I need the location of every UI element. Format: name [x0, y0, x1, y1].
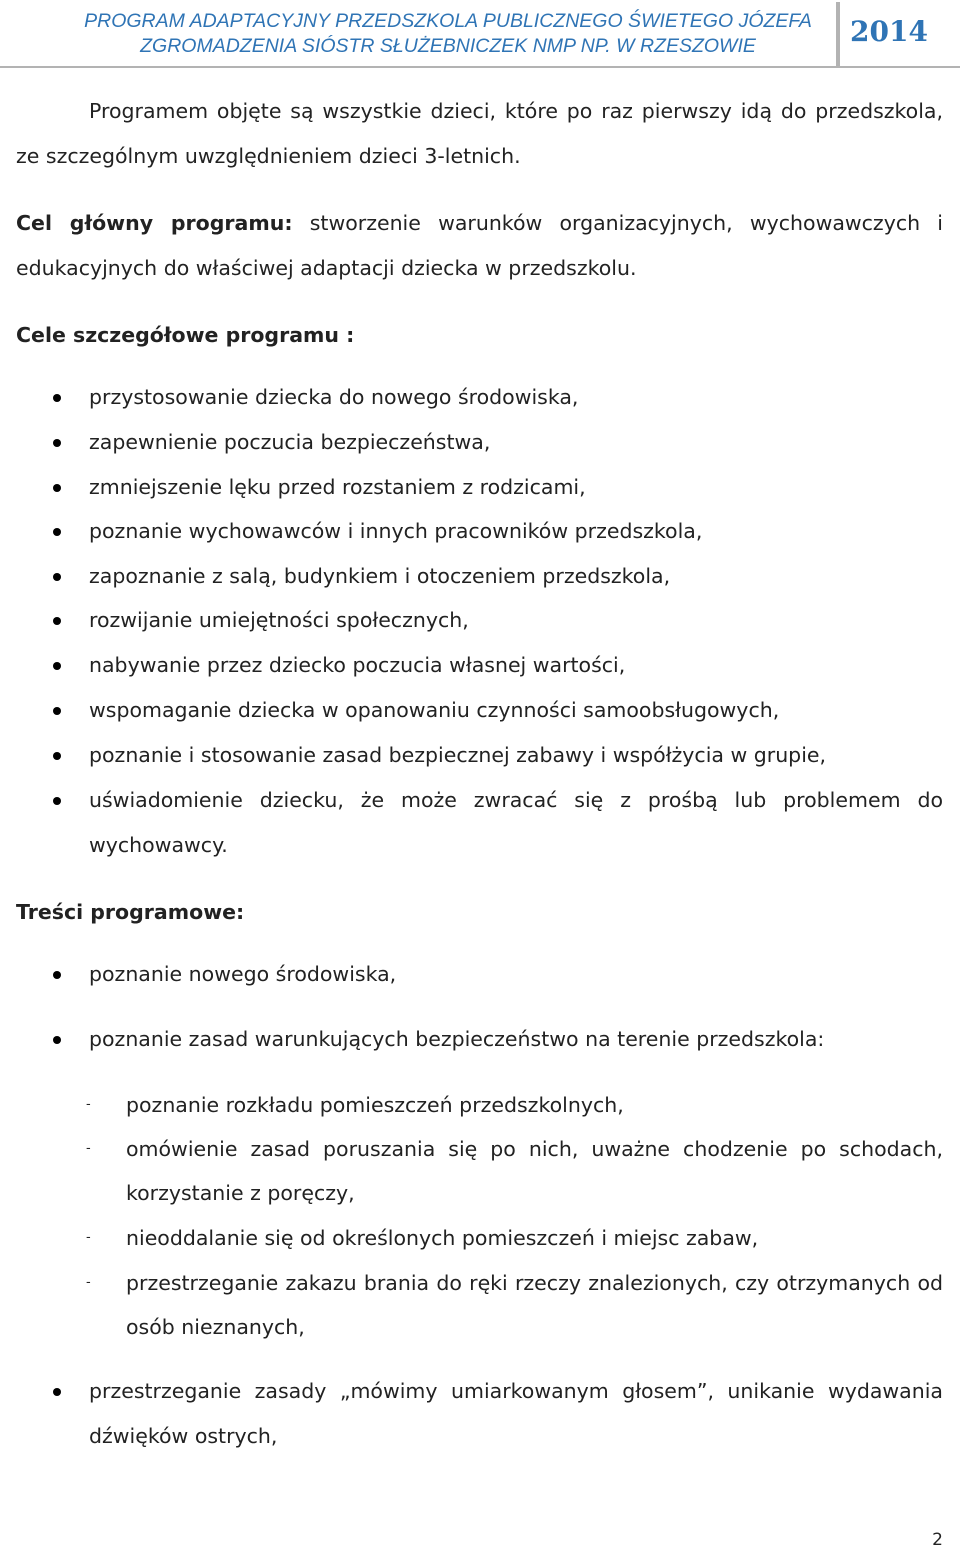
- bullet-icon: [53, 394, 61, 402]
- list-item: poznanie zasad warunkujących bezpieczeństwo na terenie przedszkola:: [50, 1017, 943, 1062]
- bullet-icon: [53, 752, 61, 760]
- header-title: [78, 9, 818, 59]
- list-item: zmniejszenie lęku przed rozstaniem z rodzicami,: [50, 465, 943, 510]
- bullet-icon: [53, 617, 61, 625]
- dash-marker: -: [86, 1141, 91, 1156]
- list-item: przestrzeganie zasady „mówimy umiarkowanym głosem”, unikanie wydawania dźwięków ostrych,: [50, 1369, 943, 1459]
- list-item: poznanie nowego środowiska,: [50, 952, 943, 997]
- header-rule: [0, 66, 960, 68]
- bullet-icon: [53, 573, 61, 581]
- bullet-icon: [53, 707, 61, 715]
- bullet-icon: [53, 528, 61, 536]
- bullet-icon: [53, 439, 61, 447]
- main-goal-label: Cel główny programu:: [16, 211, 293, 235]
- dash-marker: -: [86, 1097, 91, 1112]
- page-number: 2: [932, 1530, 943, 1550]
- list-item: poznanie wychowawców i innych pracowników przedszkola,: [50, 509, 943, 554]
- list-item: rozwijanie umiejętności społecznych,: [50, 598, 943, 643]
- header-title-line1: PROGRAM ADAPTACYJNY PRZEDSZKOLA PUBLICZNEGO ŚWIETEGO JÓZEFA: [84, 10, 812, 32]
- list-item: poznanie i stosowanie zasad bezpiecznej zabawy i współżycia w grupie,: [50, 733, 943, 778]
- page-header: [0, 0, 960, 68]
- sub-list-item: - omówienie zasad poruszania się po nich, uważne chodzenie po schodach, korzystanie z poręczy,: [86, 1127, 943, 1215]
- bullet-icon: [53, 662, 61, 670]
- sub-list-item: - nieoddalanie się od określonych pomieszczeń i miejsc zabaw,: [86, 1216, 943, 1260]
- intro-paragraph: Programem objęte są wszystkie dzieci, które po raz pierwszy idą do przedszkola, ze szczególnym uwzględnieniem dzieci 3-letnich.: [16, 99, 943, 168]
- content-heading: Treści programowe:: [16, 900, 245, 924]
- header-title-line2: ZGROMADZENIA SIÓSTR SŁUŻEBNICZEK NMP NP. W RZESZOWIE: [140, 35, 756, 57]
- list-item: nabywanie przez dziecko poczucia własnej wartości,: [50, 643, 943, 688]
- sub-list-item: - poznanie rozkładu pomieszczeń przedszkolnych,: [86, 1083, 943, 1127]
- bullet-icon: [53, 484, 61, 492]
- dash-marker: -: [86, 1230, 91, 1245]
- list-item: przystosowanie dziecka do nowego środowiska,: [50, 375, 943, 420]
- bullet-icon: [53, 1036, 61, 1044]
- bullet-icon: [53, 971, 61, 979]
- detailed-goals-heading: Cele szczegółowe programu :: [16, 323, 355, 347]
- sub-list-item: - przestrzeganie zakazu brania do ręki rzeczy znalezionych, czy otrzymanych od osób nieznanych,: [86, 1261, 943, 1349]
- main-goal-text: stworzenie warunków organizacyjnych, wychowawczych i edukacyjnych do właściwej adaptacji dziecka w przedszkolu.: [16, 211, 943, 280]
- list-item: wspomaganie dziecka w opanowaniu czynności samoobsługowych,: [50, 688, 943, 733]
- dash-marker: -: [86, 1275, 91, 1290]
- main-goal-paragraph: [16, 201, 943, 291]
- header-divider: [836, 2, 840, 68]
- bullet-icon: [53, 797, 61, 805]
- list-item: zapoznanie z salą, budynkiem i otoczeniem przedszkola,: [50, 554, 943, 599]
- bullet-icon: [53, 1388, 61, 1396]
- list-item: zapewnienie poczucia bezpieczeństwa,: [50, 420, 943, 465]
- header-year: 2014: [850, 15, 928, 48]
- list-item: uświadomienie dziecku, że może zwracać się z prośbą lub problemem do wychowawcy.: [50, 778, 943, 868]
